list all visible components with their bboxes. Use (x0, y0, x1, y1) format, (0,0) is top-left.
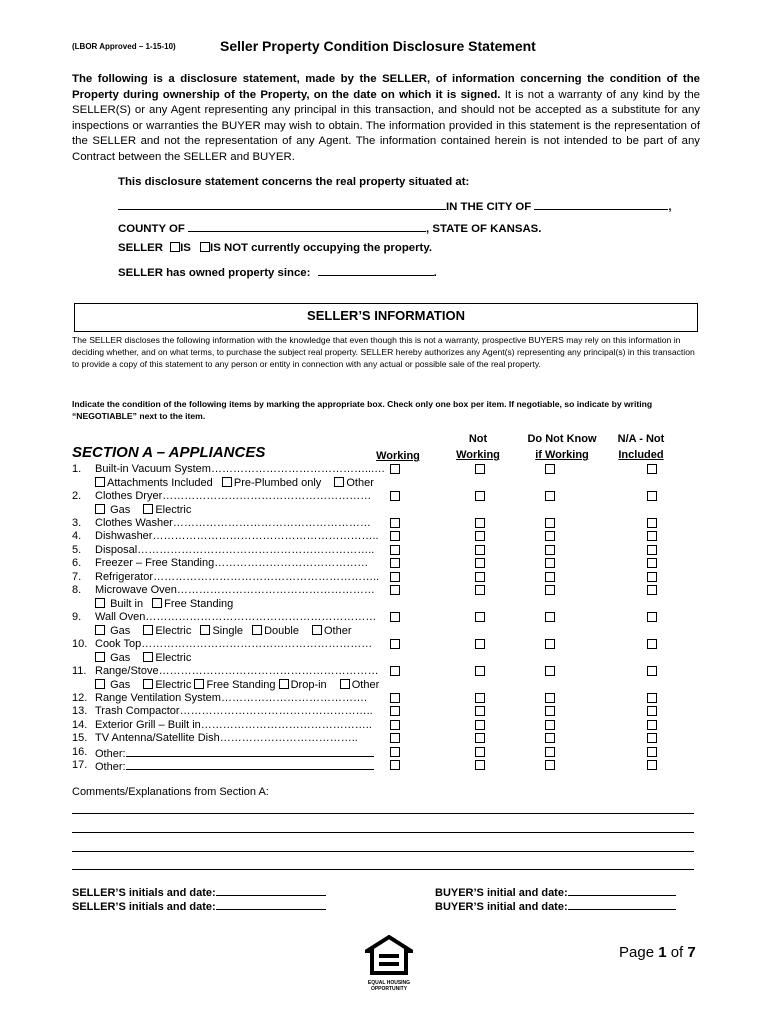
do-not-know-checkbox[interactable] (545, 464, 555, 474)
seller-initials-label: SELLER’S initials and date: (72, 901, 216, 913)
list-item (72, 732, 672, 745)
item-label (95, 557, 459, 570)
list-item (72, 705, 672, 718)
range-electric-label: Electric (155, 679, 192, 691)
is-occupying-checkbox[interactable] (170, 242, 180, 252)
range-options (95, 679, 379, 692)
cooktop-gas-label: Gas (110, 652, 131, 664)
list-item (72, 638, 672, 651)
working-checkbox[interactable] (390, 545, 400, 555)
item-leader-dots: ……………………………………………………… (141, 638, 373, 650)
not-working-checkbox[interactable] (475, 572, 485, 582)
comment-line[interactable] (72, 813, 694, 814)
item-label (95, 732, 459, 745)
cooktop-options (95, 652, 191, 665)
col-not-working-header: Not Working (456, 433, 500, 461)
do-not-know-checkbox[interactable] (545, 545, 555, 555)
working-checkbox[interactable] (390, 747, 400, 757)
item-label (95, 490, 459, 503)
do-not-know-checkbox[interactable] (545, 733, 555, 743)
dryer-gas-checkbox[interactable] (95, 504, 105, 514)
item-name: Other: (95, 761, 126, 773)
item-leader-dots: …………………………………………………….. (152, 530, 379, 542)
wall-oven-single-checkbox[interactable] (200, 625, 210, 635)
comment-line[interactable] (72, 869, 694, 870)
do-not-know-checkbox[interactable] (545, 693, 555, 703)
not-working-checkbox[interactable] (475, 545, 485, 555)
buyer-initial-field[interactable] (568, 884, 676, 896)
item-name: Microwave Oven (95, 584, 177, 596)
dryer-options (95, 504, 191, 517)
na-checkbox[interactable] (647, 666, 657, 676)
item-leader-dots: ……………………………………………… (172, 517, 371, 529)
not-working-checkbox[interactable] (475, 747, 485, 757)
do-not-know-checkbox[interactable] (545, 720, 555, 730)
range-other-checkbox[interactable] (340, 679, 350, 689)
item-number: 7. (72, 571, 82, 583)
na-checkbox[interactable] (647, 639, 657, 649)
wall-oven-electric-checkbox[interactable] (143, 625, 153, 635)
comment-line[interactable] (72, 851, 694, 852)
not-working-checkbox[interactable] (475, 706, 485, 716)
item-label (95, 530, 459, 543)
item-leader-dots: …………………………………………….. (179, 705, 373, 717)
vacuum-options (95, 477, 374, 490)
wall-oven-other-checkbox[interactable] (312, 625, 322, 635)
list-item (72, 719, 672, 732)
wall-oven-double-checkbox[interactable] (252, 625, 262, 635)
microwave-free-standing-label: Free Standing (164, 598, 234, 610)
item-number: 13. (72, 705, 88, 717)
item-leader-dots: ……………………………………………………… (145, 611, 377, 623)
not-working-checkbox[interactable] (475, 531, 485, 541)
do-not-know-checkbox[interactable] (545, 491, 555, 501)
not-working-checkbox[interactable] (475, 639, 485, 649)
sellers-information-heading-box (74, 303, 698, 332)
na-checkbox[interactable] (647, 693, 657, 703)
not-working-checkbox[interactable] (475, 666, 485, 676)
owned-since-field[interactable] (318, 264, 434, 276)
na-checkbox[interactable] (647, 558, 657, 568)
item-name: Exterior Grill – Built in (95, 719, 201, 731)
comments-label: Comments/Explanations from Section A: (72, 786, 269, 798)
range-free-standing-checkbox[interactable] (194, 679, 204, 689)
item-number: 15. (72, 732, 88, 744)
intro-bold-text: The following is a disclosure statement, made by the SELLER, of information concerning the condition of the Property during ownership of the Property, on the date on which it is signed. (72, 73, 700, 101)
microwave-built-in-checkbox[interactable] (95, 598, 105, 608)
county-line (118, 220, 541, 235)
item-label (95, 759, 459, 774)
current-page: 1 (658, 944, 667, 961)
seller-initials-label: SELLER’S initials and date: (72, 887, 216, 899)
item-leader-dots: …………………………………… (214, 557, 369, 569)
item-label (95, 665, 459, 678)
range-gas-label: Gas (110, 679, 131, 691)
list-item (72, 665, 672, 678)
logo-text-2: OPPORTUNITY (370, 986, 408, 992)
city-field[interactable] (534, 198, 668, 210)
working-checkbox[interactable] (390, 733, 400, 743)
item-number: 10. (72, 638, 88, 650)
na-checkbox[interactable] (647, 464, 657, 474)
address-field[interactable] (118, 198, 446, 210)
list-item (72, 571, 672, 584)
wall-oven-gas-checkbox[interactable] (95, 625, 105, 635)
county-label: COUNTY OF (118, 223, 185, 235)
item-number: 17. (72, 759, 88, 771)
working-checkbox[interactable] (390, 585, 400, 595)
item-leader-dots: ………………………………………………… (162, 490, 372, 502)
item-number: 6. (72, 557, 82, 569)
intro-paragraph (72, 72, 700, 166)
item-name: Disposal (95, 544, 138, 556)
item-label (95, 571, 459, 584)
buyer-initial-field[interactable] (568, 898, 676, 910)
vacuum-other-checkbox[interactable] (334, 477, 344, 487)
item-number: 12. (72, 692, 88, 704)
item-leader-dots: ……………………………………...… (210, 463, 386, 475)
wall-oven-electric-label: Electric (155, 625, 192, 637)
buyer-initial-label: BUYER’S initial and date: (435, 887, 568, 899)
buyer-initial-label: BUYER’S initial and date: (435, 901, 568, 913)
document-title: Seller Property Condition Disclosure Statement (220, 38, 536, 54)
total-pages: 7 (687, 944, 696, 961)
pre-plumbed-label: Pre-Plumbed only (233, 477, 322, 489)
item-label (95, 463, 459, 476)
section-a-title: SECTION A – APPLIANCES (72, 444, 266, 461)
not-working-checkbox[interactable] (475, 733, 485, 743)
working-checkbox[interactable] (390, 693, 400, 703)
item-name: Range/Stove (95, 665, 159, 677)
dryer-gas-label: Gas (110, 504, 131, 516)
item-label (95, 544, 459, 557)
attachments-included-label: Attachments Included (107, 477, 213, 489)
na-checkbox[interactable] (647, 760, 657, 770)
item-number: 11. (72, 665, 87, 677)
item-label (95, 705, 459, 718)
item-leader-dots: …………………………………………………… (158, 665, 379, 677)
item-label (95, 692, 459, 705)
na-checkbox[interactable] (647, 545, 657, 555)
seller-initials-field[interactable] (216, 898, 326, 910)
range-electric-checkbox[interactable] (143, 679, 153, 689)
item-label (95, 638, 459, 651)
house-icon (365, 935, 413, 975)
list-item (72, 463, 672, 476)
range-free-standing-label: Free Standing (206, 679, 276, 691)
col-na-header: N/A - Not Included (617, 433, 665, 461)
list-item (72, 544, 672, 557)
item-leader-dots: ……………………………………….. (200, 719, 372, 731)
list-item (72, 611, 672, 624)
do-not-know-checkbox[interactable] (545, 639, 555, 649)
wall-oven-single-label: Single (212, 625, 244, 637)
na-checkbox[interactable] (647, 491, 657, 501)
not-working-checkbox[interactable] (475, 693, 485, 703)
na-checkbox[interactable] (647, 612, 657, 622)
intro-rest-text: It is not a warranty of any kind by the SELLER(S) or any Agent representing any principal in this transaction, and should not be accepted as a substitute for any inspections or warranties the BUYER may wish to obtain. The information provided in this statement is the representation of the SELLER and not the representation of any Agent. The information contained herein is not intended to be part of any Contract between the SELLER and BUYER. (72, 88, 700, 163)
dryer-electric-label: Electric (155, 504, 192, 516)
list-item (72, 584, 672, 597)
wall-oven-gas-label: Gas (110, 625, 131, 637)
cooktop-electric-checkbox[interactable] (143, 652, 153, 662)
item-name: Freezer – Free Standing (95, 557, 215, 569)
do-not-know-checkbox[interactable] (545, 760, 555, 770)
county-field[interactable] (188, 220, 426, 232)
state-label: , STATE OF KANSAS. (426, 223, 542, 235)
cooktop-electric-label: Electric (155, 652, 192, 664)
working-checkbox[interactable] (390, 518, 400, 528)
list-item (72, 759, 672, 772)
item-leader-dots: ……………………………………………………….. (137, 544, 375, 556)
working-checkbox[interactable] (390, 720, 400, 730)
seller-initials-line-2 (72, 898, 326, 913)
other-item-field[interactable] (126, 746, 374, 757)
item-name: TV Antenna/Satellite Dish (95, 732, 220, 744)
do-not-know-checkbox[interactable] (545, 747, 555, 757)
not-working-checkbox[interactable] (475, 558, 485, 568)
lbor-approval-note: (LBOR Approved – 1-15-10) (72, 42, 176, 51)
item-leader-dots: …………………………………………………….. (153, 571, 380, 583)
item-leader-dots: ……………………………….. (219, 732, 358, 744)
item-name: Refrigerator (95, 571, 154, 583)
not-working-checkbox[interactable] (475, 585, 485, 595)
list-item (72, 557, 672, 570)
wall-oven-other-label: Other (324, 625, 352, 637)
is-not-occupying-checkbox[interactable] (200, 242, 210, 252)
item-number: 1. (72, 463, 82, 475)
col-working-header: Working (376, 450, 420, 462)
sellers-information-heading: SELLER’S INFORMATION (307, 308, 465, 323)
do-not-know-checkbox[interactable] (545, 518, 555, 528)
not-working-checkbox[interactable] (475, 464, 485, 474)
item-label (95, 611, 459, 624)
not-working-checkbox[interactable] (475, 760, 485, 770)
item-name: Built-in Vacuum System (95, 463, 211, 475)
working-checkbox[interactable] (390, 464, 400, 474)
item-leader-dots: ……………………………………………… (176, 584, 375, 596)
item-number: 2. (72, 490, 82, 502)
working-checkbox[interactable] (390, 531, 400, 541)
item-name: Clothes Washer (95, 517, 173, 529)
item-number: 16. (72, 746, 88, 758)
item-name: Clothes Dryer (95, 490, 163, 502)
item-number: 5. (72, 544, 82, 556)
working-checkbox[interactable] (390, 760, 400, 770)
range-gas-checkbox[interactable] (95, 679, 105, 689)
item-label (95, 517, 459, 530)
pre-plumbed-checkbox[interactable] (222, 477, 232, 487)
item-name: Range Ventilation System (95, 692, 221, 704)
na-checkbox[interactable] (647, 706, 657, 716)
na-checkbox[interactable] (647, 747, 657, 757)
is-not-label: IS NOT currently occupying the property. (210, 242, 432, 254)
working-checkbox[interactable] (390, 666, 400, 676)
wall-oven-double-label: Double (264, 625, 299, 637)
owned-since-label: SELLER has owned property since: (118, 267, 311, 279)
working-checkbox[interactable] (390, 706, 400, 716)
working-checkbox[interactable] (390, 491, 400, 501)
microwave-options (95, 598, 233, 611)
na-checkbox[interactable] (647, 720, 657, 730)
working-checkbox[interactable] (390, 558, 400, 568)
na-checkbox[interactable] (647, 531, 657, 541)
do-not-know-checkbox[interactable] (545, 706, 555, 716)
item-leader-dots: …………………………………. (220, 692, 368, 704)
item-name: Trash Compactor (95, 705, 180, 717)
working-checkbox[interactable] (390, 639, 400, 649)
working-checkbox[interactable] (390, 612, 400, 622)
sellers-information-paragraph: The SELLER discloses the following information with the knowledge that even though this is not a warranty, prospective BUYERS may rely on this information in deciding whether, and on what terms, to purchase the subject real property. SELLER hereby authorizes any Agent(s) representing any principal(s) in this transaction to provide a copy of this statement to any person or entity in connection with any actual or possible sale of the real property. (72, 335, 695, 370)
address-line: IN THE CITY OF , (118, 198, 672, 213)
buyer-initial-line-2 (435, 898, 676, 913)
do-not-know-checkbox[interactable] (545, 585, 555, 595)
comment-line[interactable] (72, 832, 694, 833)
equal-housing-logo (365, 935, 413, 990)
seller-label: SELLER (118, 242, 163, 254)
range-drop-in-label: Drop-in (290, 679, 327, 691)
property-concerns-text: This disclosure statement concerns the real property situated at: (118, 176, 470, 188)
na-checkbox[interactable] (647, 733, 657, 743)
item-label (95, 584, 459, 597)
cooktop-gas-checkbox[interactable] (95, 652, 105, 662)
col-do-not-know-header: Do Not Know if Working (527, 433, 597, 461)
owned-since-line: SELLER has owned property since: . (118, 264, 437, 279)
item-number: 14. (72, 719, 88, 731)
item-number: 9. (72, 611, 82, 623)
item-name: Dishwasher (95, 530, 153, 542)
seller-initials-line-1 (72, 884, 326, 899)
list-item (72, 746, 672, 759)
not-working-checkbox[interactable] (475, 491, 485, 501)
range-other-label: Other (351, 679, 380, 691)
microwave-free-standing-checkbox[interactable] (152, 598, 162, 608)
item-label (95, 719, 459, 732)
logo-text-1: EQUAL HOUSING (367, 980, 411, 986)
other-item-field[interactable] (126, 759, 374, 770)
is-label: IS (180, 242, 191, 254)
do-not-know-checkbox[interactable] (545, 612, 555, 622)
occupancy-line (118, 242, 432, 254)
microwave-built-in-label: Built in (110, 598, 144, 610)
working-checkbox[interactable] (390, 572, 400, 582)
item-number: 4. (72, 530, 82, 542)
do-not-know-checkbox[interactable] (545, 558, 555, 568)
item-name: Other: (95, 748, 126, 760)
vacuum-other-label: Other (346, 477, 374, 489)
item-number: 8. (72, 584, 82, 596)
na-checkbox[interactable] (647, 585, 657, 595)
list-item (72, 692, 672, 705)
list-item (72, 517, 672, 530)
buyer-initial-line-1 (435, 884, 676, 899)
in-city-label: IN THE CITY OF (446, 201, 532, 213)
not-working-checkbox[interactable] (475, 518, 485, 528)
do-not-know-checkbox[interactable] (545, 666, 555, 676)
seller-initials-field[interactable] (216, 884, 326, 896)
page-number: Page 1 of 7 (619, 944, 696, 961)
na-checkbox[interactable] (647, 518, 657, 528)
list-item (72, 490, 672, 503)
range-drop-in-checkbox[interactable] (279, 679, 289, 689)
item-number: 3. (72, 517, 82, 529)
do-not-know-checkbox[interactable] (545, 572, 555, 582)
attachments-included-checkbox[interactable] (95, 477, 105, 487)
instructions-text: Indicate the condition of the following items by marking the appropriate box. Check only one box per item. If negotiable, so indicate by writing “NEGOTIABLE” next to the item. (72, 399, 653, 421)
do-not-know-checkbox[interactable] (545, 531, 555, 541)
not-working-checkbox[interactable] (475, 612, 485, 622)
list-item (72, 530, 672, 543)
na-checkbox[interactable] (647, 572, 657, 582)
dryer-electric-checkbox[interactable] (143, 504, 153, 514)
item-name: Wall Oven (95, 611, 146, 623)
not-working-checkbox[interactable] (475, 720, 485, 730)
wall-oven-options (95, 625, 352, 638)
item-name: Cook Top (95, 638, 142, 650)
